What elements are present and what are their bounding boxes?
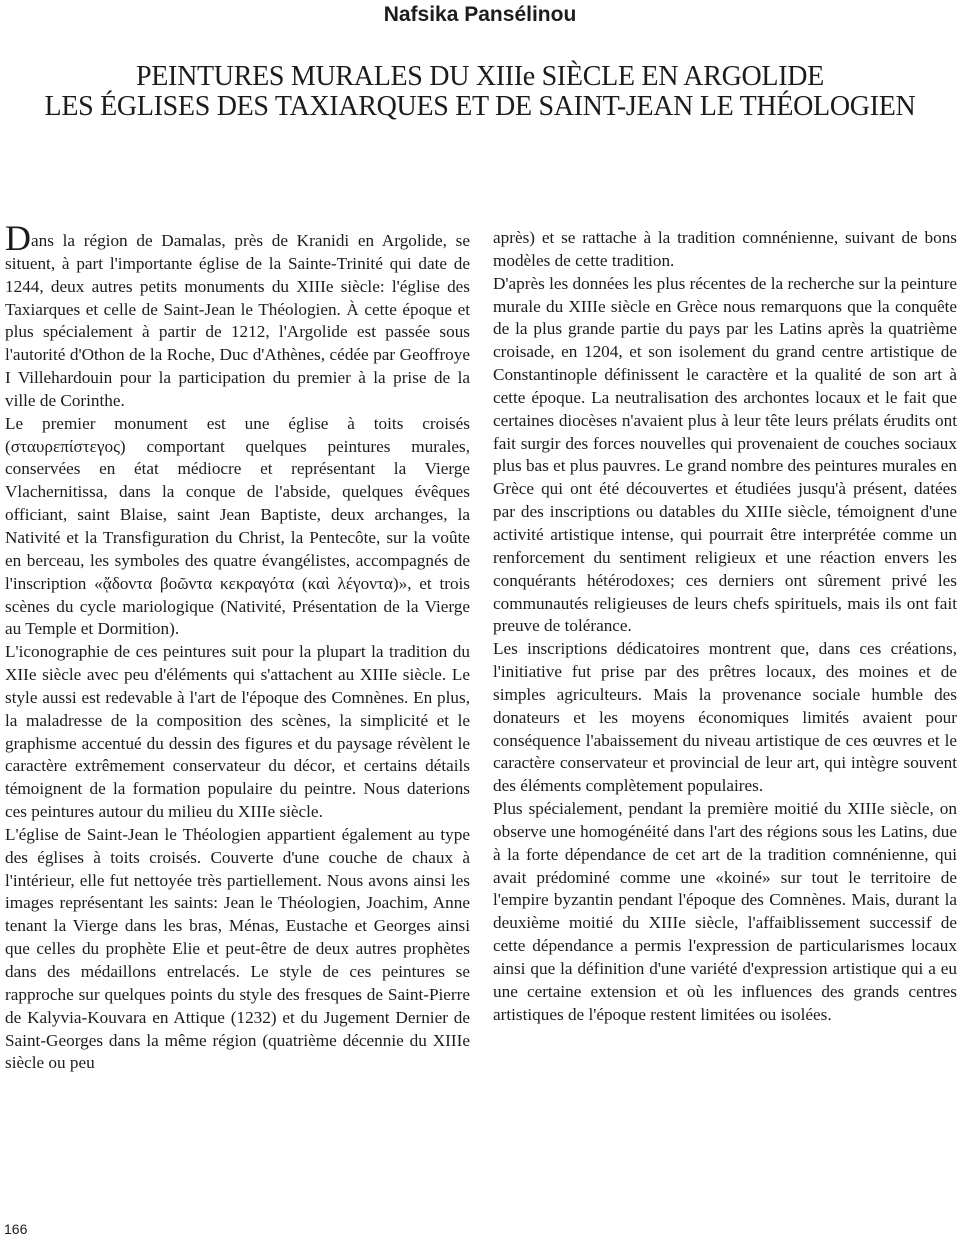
article-title: [0, 62, 960, 122]
drop-cap: D: [5, 218, 31, 258]
paragraph-homogeneity: Plus spécialement, pendant la première moitié du XIIIe siècle, on observe une homogénéité dans l'art des régions sous les Latins, due à la forte dépendance de cet art de la tradition comnénienne, qui avait prédominé comme une «koiné» sur tout le territoire de l'empire byzantin pendant l'époque des Comnènes. Mais, durant la deuxième moitié du XIIIe siècle, l'affaiblissement successif de cette dépendance a permis l'expression de particularismes locaux ainsi que la définition d'une variété d'expression artistique qui a eu une certaine extension et où les influences des grands centres artistiques de l'époque restent limitées ou isolées.: [493, 799, 957, 1024]
paragraph-taxiarques: Le premier monument est une église à toits croisés (σταυρεπίστεγος) comportant quelques peintures murales, conservées en état médiocre et représentant la Vierge Vlachernitissa, dans la conque de l'abside, quelques évêques officiant, saint Blaise, saint Jean Baptiste, deux archanges, la Nativité et la Transfiguration du Christ, la Pentecôte, sur la voûte en berceau, les symboles des quatre évangélistes, accompagnés de l'inscription «ᾄδοντα βοῶντα κεκραγότα (καὶ λέγοντα)», et trois scènes du cycle mariologique (Nativité, Présentation de la Vierge au Temple et Dormition).: [5, 413, 470, 639]
page-number: 166: [4, 1221, 28, 1237]
paragraph-continuation: après) et se rattache à la tradition comnénienne, suivant de bons modèles de cette tradition.: [493, 228, 957, 270]
left-column: [5, 218, 470, 1075]
right-column: [493, 227, 957, 1027]
paragraph-iconography: L'iconographie de ces peintures suit pour la plupart la tradition du XIIe siècle avec peu d'éléments qui s'attachent au XIIIe siècle. Le style aussi est redevable à l'art de l'époque des Comnènes. En plus, la maladresse de la composition des scènes, la simplicité et le graphisme accentué du dessin des figures et du paysage révèlent le caractère extrêmement conservateur du décor, et certains détails témoignent de la formation populaire du peintre. Nous daterions ces peintures autour du milieu du XIIIe siècle.: [5, 642, 470, 822]
paragraph-intro-text: ans la région de Damalas, près de Kranidi en Argolide, se situent, à part l'importante église de la Sainte-Trinité qui date de 1244, deux autres petits monuments du XIIIe siècle: l'église des Taxiarques et celle de Saint-Jean le Théologien. À cette époque et plus spécialement à partir de 1212, l'Argolide est passée sous l'autorité d'Othon de la Roche, Duc d'Athènes, cédée par Geoffroye I Villehardouin pour la participation du premier à la prise de la ville de Corinthe.: [5, 231, 470, 410]
author-name: Nafsika Pansélinou: [383, 3, 577, 26]
paragraph-inscriptions: Les inscriptions dédicatoires montrent que, dans ces créations, l'initiative fut prise par des prêtres locaux, des moines et de simples agriculteurs. Mais la provenance sociale humble des donateurs et les moyens économiques limités avaient pour conséquence l'abaissement du niveau artistique de ces œuvres et le caractère conservateur et provincial de leur art, qui intègre souvent des éléments complètement populaires.: [493, 639, 957, 796]
title-line-1: PEINTURES MURALES DU XIIIe SIÈCLE EN ARGOLIDE: [135, 61, 824, 92]
paragraph-saint-jean: L'église de Saint-Jean le Théologien appartient également au type des églises à toits croisés. Couverte d'une couche de chaux à l'intérieur, elle fut nettoyée très partiellement. Nous avons ainsi les images représentant les saints: Jean le Théologien, Joachim, Anne tenant la Vierge dans les bras, Ménas, Eustache et Georges ainsi que celles du prophète Elie et peut-être de deux autres prophètes dans des médaillons entrelacés. Le style de ces peintures se rapproche sur quelques points du style des fresques de Saint-Pierre de Kalyvia-Kouvara en Attique (1232) et du Jugement Dernier de Saint-Georges dans la même région (quatrième décennie du XIIIe siècle ou peu: [5, 824, 470, 1073]
paragraph-intro: [5, 218, 470, 413]
title-line-2: LES ÉGLISES DES TAXIARQUES ET DE SAINT-JEAN LE THÉOLOGIEN: [44, 91, 916, 122]
paragraph-recent-research: D'après les données les plus récentes de la recherche sur la peinture murale du XIIIe siècle en Grèce nous remarquons que la conquête de la plus grande partie du pays par les Latins après la quatrième croisade, en 1204, et son isolement du grand centre artistique de Constantinople définissent le caractère et la qualité de son art à cette époque. La neutralisation des archontes locaux et le fait que certaines diocèses n'avaient plus à leur tête leurs prélats érudits ont fait surgir des forces nouvelles qui provenaient de couches sociaux plus bas et plus pauvres. Le grand nombre des peintures murales en Grèce qui ont été découvertes et étudiées jusqu'à présent, datées par des inscriptions ou datables du XIIIe siècle, témoignent d'une activité artistique intense, qui pourrait être interprétée comme un renforcement du sentiment religieux et une réaction envers les conquérants hétérodoxes; ces derniers ont sûrement privé les communautés religieuses de leurs chefs spirituels, mais ils ont fait preuve de tolérance.: [493, 273, 957, 636]
